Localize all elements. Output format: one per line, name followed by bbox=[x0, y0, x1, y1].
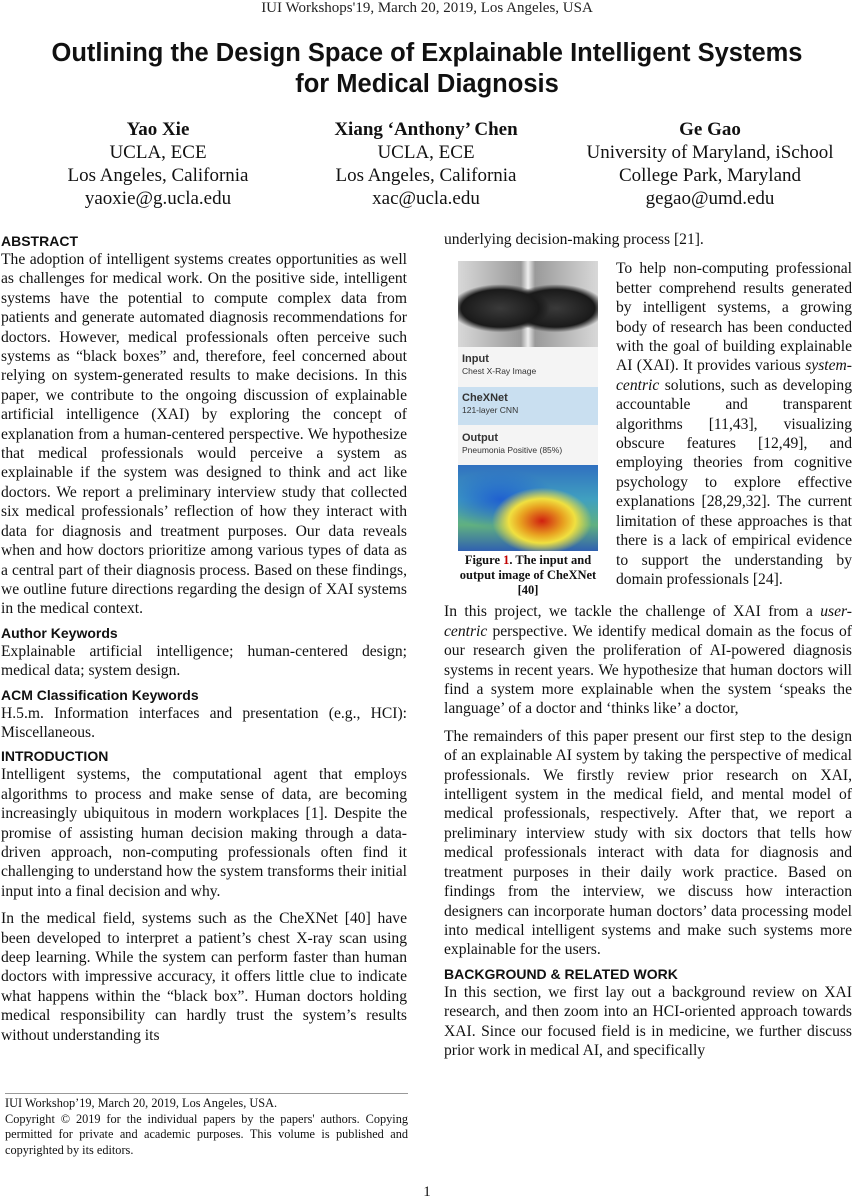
author-location: Los Angeles, California bbox=[67, 165, 249, 186]
author-1 bbox=[30, 118, 286, 210]
intro-paragraph-2: In the medical field, systems such as the CheXNet [40] have been developed to interpret a patient’s chest X-ray scan using deep learning. While the system can perform faster than human doctors with impressive accuracy, it offers little clue to indicate what happens within the “black box”. Human doctors holding medical responsibility can hardly trust the system’s results without understanding its bbox=[1, 910, 407, 1044]
introduction-heading: INTRODUCTION bbox=[1, 748, 109, 765]
author-location: College Park, Maryland bbox=[618, 165, 802, 186]
title-line-2: for Medical Diagnosis bbox=[295, 70, 559, 98]
author-email: gegao@umd.edu bbox=[645, 188, 775, 209]
author-affiliation: UCLA, ECE bbox=[377, 142, 475, 163]
input-sublabel: Chest X-Ray Image bbox=[462, 366, 537, 377]
footnote-line-1: IUI Workshop’19, March 20, 2019, Los Angeles, USA. bbox=[5, 1096, 278, 1110]
project-paragraph bbox=[444, 602, 852, 718]
abstract-text: The adoption of intelligent systems creates opportunities as well as challenges for medical work. On the positive side, intelligent systems have the potential to compute complex data from patients and generate automated diagnosis recommendations for doctors. However, medical professionals often perceive such systems as “black boxes” and, therefore, feel concerned about relying on system-generated results to make decisions. In this paper, we contribute to the ongoing discussion of explainable artificial intelligence (XAI) by exploring the concept of explanation from a human-centered perspective. We hypothesize that medical professionals would perceive a system as explainable if the system was designed to think and act like doctors. We report a preliminary interview study that collected six medical professionals’ reflection of how they interact with data for diagnosis and treatment purposes. Our data reveals when and how doctors prioritize among various types of data as a central part of their diagnosis process. Based on these findings, we outline future directions regarding the design of XAI systems in the medical context. bbox=[1, 251, 407, 618]
page-number: 1 bbox=[423, 1184, 431, 1200]
xai-text-a: To help non-computing professional better comprehend results generated by intelligent systems, a growing body of research has been conducted with the goal of building explainable AI (XAI). It provides various bbox=[616, 260, 852, 375]
author-affiliation: UCLA, ECE bbox=[109, 142, 207, 163]
acm-heading: ACM Classification Keywords bbox=[1, 686, 199, 703]
input-label-group bbox=[462, 353, 536, 376]
background-paragraph: In this section, we first lay out a background review on XAI research, and then zoom into an HCI-oriented approach towards XAI. Since our focused field is in medicine, we further discuss prior work in medical AI, and specifically bbox=[444, 983, 852, 1059]
model-label-group bbox=[462, 392, 518, 415]
title-line-1: Outlining the Design Space of Explainable Intelligent Systems bbox=[51, 39, 803, 67]
paper-title bbox=[10, 38, 844, 100]
author-3 bbox=[570, 118, 850, 210]
project-text-b: perspective. We identify medical domain as the focus of our research given the proliferation of AI-powered diagnosis systems in recent years. We hypothesize that human doctors will find a system more explainable when the system ‘speaks the language’ of a doctor and ‘thinks like’ a doctor, bbox=[444, 622, 852, 718]
author-affiliation: University of Maryland, iSchool bbox=[586, 142, 834, 163]
figure-1 bbox=[450, 261, 606, 598]
continued-text: underlying decision-making process [21]. bbox=[444, 231, 704, 248]
running-header: IUI Workshops'19, March 20, 2019, Los Angeles, USA bbox=[261, 0, 593, 16]
footnote-line-2: Copyright © 2019 for the individual papers by the papers' authors. Copying permitted for private and academic purposes. This volume is published and copyrighted by its editors. bbox=[5, 1111, 408, 1157]
model-sublabel: 121-layer CNN bbox=[462, 405, 519, 416]
abstract-heading: ABSTRACT bbox=[1, 233, 78, 249]
project-text-a: In this project, we tackle the challenge of XAI from a bbox=[444, 603, 813, 621]
left-column bbox=[1, 230, 407, 1170]
project-text-emphasis: user-centric bbox=[444, 603, 852, 640]
chest-xray-image bbox=[458, 261, 598, 347]
copyright-footnote bbox=[5, 1093, 408, 1158]
caption-prefix: Figure bbox=[464, 553, 501, 568]
author-name: Yao Xie bbox=[126, 119, 190, 140]
acm-text: H.5.m. Information interfaces and presentation (e.g., HCI): Miscellaneous. bbox=[1, 704, 407, 741]
heatmap-image bbox=[458, 465, 598, 551]
xai-text-b: solutions, such as developing accountable and transparent algorithms [11,43], visualizing obscure features [12,49], and employing theories from cognitive psychology to explore effective explanations [28,29,32]. The current limitation of these approaches is that there is a lack of empirical evidence to support the understanding by domain professionals [24]. bbox=[616, 376, 852, 588]
author-block bbox=[0, 118, 854, 218]
keywords-text: Explainable artificial intelligence; human-centered design; medical data; system design. bbox=[1, 642, 407, 680]
caption-text: . The input and output image of CheXNet [40] bbox=[459, 553, 597, 598]
output-sublabel: Pneumonia Positive (85%) bbox=[462, 445, 563, 456]
background-heading: BACKGROUND & RELATED WORK bbox=[444, 965, 678, 982]
model-label: CheXNet bbox=[462, 392, 508, 405]
output-label-group bbox=[462, 432, 562, 455]
author-location: Los Angeles, California bbox=[335, 165, 517, 186]
intro-paragraph-1: Intelligent systems, the computational agent that employs algorithms to process and make sense of data, are becoming increasingly ubiquitous in modern workplaces [1]. Despite the promise of assisting human decision making through a data-driven approach, non-computing professionals often find it challenging to understand how the system transforms their initial input into a final decision and why. bbox=[1, 766, 407, 900]
figure-caption bbox=[450, 553, 606, 598]
remainders-paragraph: The remainders of this paper present our first step to the design of an explainable AI system by taking the perspective of medical professionals. We firstly review prior research on XAI, intelligent system in the medical field, and mental model of medical professionals, respectively. After that, we report a preliminary interview study with six doctors that tells how medical professionals interact with data for diagnosis and treatment purposes in their daily work practice. Based on findings from the interview, we discuss how interaction designers can incorporate human doctors’ data processing model into medical intelligent systems and make such systems more explainable for the users. bbox=[444, 727, 852, 959]
chexnet-figure-image bbox=[458, 261, 598, 551]
right-column bbox=[444, 230, 852, 1170]
author-2 bbox=[298, 118, 554, 210]
author-email: yaoxie@g.ucla.edu bbox=[84, 188, 232, 209]
input-label: Input bbox=[462, 353, 489, 366]
author-name: Ge Gao bbox=[679, 119, 741, 140]
output-label: Output bbox=[462, 432, 499, 445]
keywords-heading: Author Keywords bbox=[1, 624, 118, 641]
caption-number: 1 bbox=[503, 553, 510, 568]
xai-text-emphasis: system-centric bbox=[616, 357, 852, 394]
author-email: xac@ucla.edu bbox=[372, 188, 480, 209]
author-name: Xiang ‘Anthony’ Chen bbox=[334, 119, 518, 140]
